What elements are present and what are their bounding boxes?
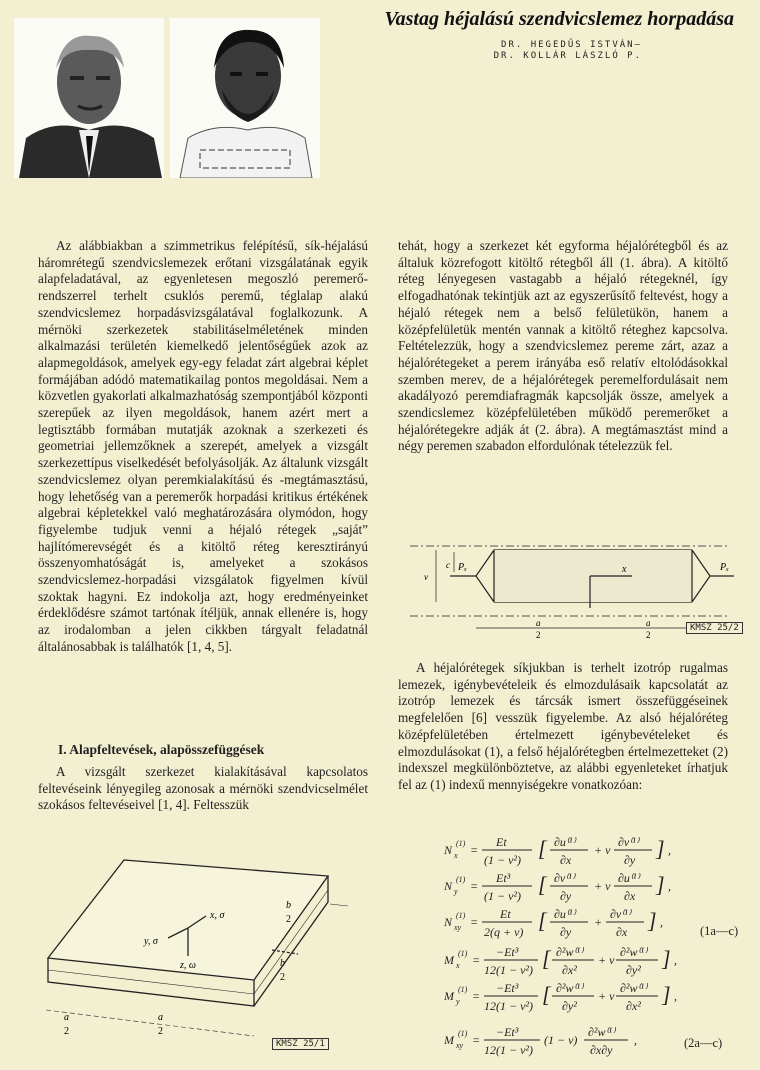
author-photo-1: [14, 18, 164, 178]
fig2-label-x: x: [622, 564, 627, 575]
svg-text:]: ]: [656, 836, 665, 861]
svg-text:M: M: [444, 953, 454, 967]
svg-text:∂x: ∂x: [616, 925, 628, 939]
svg-text:−Et³: −Et³: [496, 1025, 519, 1039]
svg-text:(1): (1): [458, 985, 468, 994]
fig1-label-z: z, ω: [180, 960, 196, 971]
svg-text:(1): (1): [456, 911, 466, 920]
svg-text:=: =: [470, 915, 479, 929]
svg-text:2(q + ν): 2(q + ν): [484, 925, 524, 939]
continuation-paragraph: tehát, hogy a szerkezet két egyforma héjalórétegből és az általuk közrefogott kitöltő rétegből áll (1. ábra). A kitöltő réteg lényegesen vastagabb a héjaló rétegeknél, így elfogadhatónak tekintjük azt az egyszerűsítő feltevést, hogy a héjaló rétegek nem a belső felületükön, hanem a középfelületük mentén vannak a kitöltő réteghez kapcsolva. Feltételezzük, hogy a szendvicslemez pereme zárt, azaz a héjalórétegeket a perem irányába eső relatív eltolódásokkal szemben merev, de a héjalórétegek peremelfordulásait nem akadályozó peremdiafragmák kapcsolják össze, amelyek a szendicslemez középfelületében működő peremerőket a héjalórétegekre adják át (2. ábra). A megtámasztást mind a négy peremen szabadon elfordulónak tételezzük fel.: [398, 238, 728, 454]
svg-text:y: y: [456, 997, 460, 1006]
svg-text:Et³: Et³: [496, 871, 511, 885]
fig2-label-a-den: 2: [536, 630, 541, 640]
svg-text:+: +: [594, 915, 603, 929]
svg-text:(1 − ν²): (1 − ν²): [484, 853, 522, 867]
fig1-label-a1: a: [64, 1012, 69, 1023]
svg-text:]: ]: [662, 946, 671, 971]
svg-text:xy: xy: [456, 1041, 464, 1050]
assumptions-paragraph: A vizsgált szerkezet kialakításával kapcsolatos feltevéseink lényegileg azonosak a mérnöki szendvicselmélet szokásos feltevéseivel [1, 4]. Feltesszük: [38, 764, 368, 813]
svg-text:∂x²: ∂x²: [626, 999, 641, 1013]
svg-text:[: [: [538, 836, 547, 861]
fig1-label-y: y, σ: [144, 936, 158, 947]
svg-text:[: [: [542, 982, 551, 1007]
svg-text:∂v⁽¹⁾: ∂v⁽¹⁾: [610, 907, 631, 921]
svg-text:(1 − ν²): (1 − ν²): [484, 889, 522, 903]
svg-text:y: y: [454, 887, 458, 896]
svg-text:12(1 − ν²): 12(1 − ν²): [484, 999, 534, 1013]
svg-text:+ ν: + ν: [594, 879, 611, 893]
svg-text:(1): (1): [456, 839, 466, 848]
svg-text:[: [: [538, 908, 547, 933]
svg-text:N: N: [444, 843, 453, 857]
svg-text:12(1 − ν²): 12(1 − ν²): [484, 1043, 534, 1057]
figure-2-tag: KMSZ 25/2: [686, 622, 743, 634]
column-left-continued: [38, 764, 368, 814]
svg-text:∂²w⁽¹⁾: ∂²w⁽¹⁾: [620, 981, 648, 995]
svg-text:12(1 − ν²): 12(1 − ν²): [484, 963, 534, 977]
svg-text:∂²w⁽¹⁾: ∂²w⁽¹⁾: [556, 981, 584, 995]
svg-text:,: ,: [634, 1033, 637, 1047]
svg-text:∂²w⁽¹⁾: ∂²w⁽¹⁾: [588, 1025, 616, 1039]
svg-text:∂y: ∂y: [624, 853, 636, 867]
svg-text:∂x: ∂x: [624, 889, 636, 903]
svg-text:[: [: [542, 946, 551, 971]
fig1-label-b2: b: [280, 958, 285, 969]
equation-number-1: (1a—c): [700, 924, 739, 938]
svg-text:=: =: [472, 1033, 481, 1047]
fig2-label-a2-den: 2: [646, 630, 651, 640]
svg-text:∂x²: ∂x²: [562, 963, 577, 977]
svg-text:x: x: [454, 851, 458, 860]
equation-mxy: [444, 1024, 684, 1068]
fig1-label-x: x, σ: [210, 910, 225, 921]
author-1: DR. HEGEDŰS ISTVÁN—: [501, 40, 642, 50]
svg-text:∂u⁽¹⁾: ∂u⁽¹⁾: [618, 871, 640, 885]
fig2-label-v: v: [424, 572, 428, 582]
svg-text:∂y: ∂y: [560, 889, 572, 903]
svg-text:−Et³: −Et³: [496, 981, 519, 995]
svg-text:∂²w⁽¹⁾: ∂²w⁽¹⁾: [556, 945, 584, 959]
svg-text:∂v⁽¹⁾: ∂v⁽¹⁾: [618, 835, 639, 849]
author-list: [494, 40, 642, 62]
svg-text:=: =: [472, 953, 481, 967]
svg-text:+ ν: + ν: [598, 953, 615, 967]
section-heading: I. Alapfeltevések, alapösszefüggések: [58, 742, 265, 757]
fig1-label-b1-den: 2: [286, 914, 291, 925]
svg-text:=: =: [470, 879, 479, 893]
svg-text:∂u⁽¹⁾: ∂u⁽¹⁾: [554, 907, 576, 921]
svg-text:(1): (1): [458, 949, 468, 958]
fig2-label-c: c: [446, 560, 450, 570]
svg-text:Et: Et: [496, 835, 507, 849]
svg-text:(1): (1): [456, 875, 466, 884]
svg-text:∂x∂y: ∂x∂y: [590, 1043, 613, 1057]
svg-text:(1 − ν): (1 − ν): [544, 1033, 578, 1047]
svg-text:]: ]: [648, 908, 657, 933]
fig1-label-b2-den: 2: [280, 972, 285, 983]
author-photo-2: [170, 18, 320, 178]
fig1-label-b1: b: [286, 900, 291, 911]
fig2-label-a2: a: [646, 618, 651, 628]
svg-text:,: ,: [668, 843, 671, 857]
svg-text:x: x: [456, 961, 460, 970]
svg-text:∂y: ∂y: [560, 925, 572, 939]
svg-text:∂y²: ∂y²: [626, 963, 641, 977]
svg-text:=: =: [472, 989, 481, 1003]
svg-text:,: ,: [674, 989, 677, 1003]
svg-text:M: M: [444, 1033, 454, 1047]
paper-title: Vastag héjalású szendvicslemez horpadása: [384, 8, 734, 30]
svg-text:∂x: ∂x: [560, 853, 572, 867]
svg-text:,: ,: [668, 879, 671, 893]
figure-1-tag: KMSZ 25/1: [272, 1038, 329, 1050]
svg-text:M: M: [444, 989, 454, 1003]
svg-text:,: ,: [660, 915, 663, 929]
intro-paragraph: Az alábbiakban a szimmetrikus felépítésű, sík-héjalású háromrétegű szendvicslemezek erőtani vizsgálatának egyik alapfeladatával, az egyenletesen megoszló peremerő-rendszerrel terhelt csuklós peremű, téglalap alakú szendvicslemez horpadásvizsgálatával foglalkozunk. A mérnöki szerkezetek stabilitáselméletének minden alkalmazási területén kiemelkedő jelentőségűek azok az alapmegoldások, amelyek egy-egy feladat zárt algebrai képlet formájában adódó matematikailag pontos megoldásai. Nem a közvetlen gyakorlati alkalmazhatóság szempontjából központi szerepűek az ilyen megoldások, hanem azért mert a legtisztább formában mutatják azoknak a szerkezeti és geometriai jellemzőknek a szerepét, amelyek a vizsgált szerkezettípus viselkedését befolyásolják. Az általunk vizsgált szendvicslemez olyan peremkialakítású és -megtámasztású, hogy lehetőség van a peremerők horpadási kritikus értékének algebrai képletekkel való meghatározására olymódon, hogy figyelembe tudjuk venni a héjaló rétegek „saját” hajlítómerevségét és a kitöltő réteg keresztirányú összenyomhatóságát is, amelyeket a szokásos szendvicslemez-horpadási vizsgálatok figyelmen kívül szoktak hagyni. Ez indokolja azt, hogy eredményeinket érdeklődésre számot tartónak ítéljük, annak ellenére is, hogy az irodalomban a jelen cikkben tárgyalt feladatnál általánosabbak is találhatók [1, 4, 5].: [38, 238, 368, 654]
fig2-label-px-right: Pₓ: [720, 562, 729, 573]
svg-text:∂v⁽¹⁾: ∂v⁽¹⁾: [554, 871, 575, 885]
svg-text:[: [: [538, 872, 547, 897]
svg-text:∂u⁽¹⁾: ∂u⁽¹⁾: [554, 835, 576, 849]
svg-text:Et: Et: [500, 907, 511, 921]
svg-text:+ ν: + ν: [594, 843, 611, 857]
column-right-continued: [398, 660, 728, 794]
svg-text:(1): (1): [458, 1029, 468, 1038]
fig2-label-a: a: [536, 618, 541, 628]
svg-text:xy: xy: [454, 923, 462, 932]
svg-text:]: ]: [662, 982, 671, 1007]
figure-1: [28, 846, 368, 1060]
svg-text:∂²w⁽¹⁾: ∂²w⁽¹⁾: [620, 945, 648, 959]
equations-intro-paragraph: A héjalórétegek síkjukban is terhelt izotróp rugalmas lemezek, igénybevételeik és elmozdulásaik kapcsolatát az izotróp lemezek és tárcsák ismert összefüggéseinek megfelelően [6] vesszük figyelembe. Az alsó héjalóréteg középfelületében értelmezett igénybevételeket és elmozdulásokat (1), a felső héjalórétegben értelmezetteket (2) indexszel megkülönböztetve, az alábbi egyenleteket írhatjuk fel az (1) indexű mennyiségekre vonatkozóan:: [398, 660, 728, 792]
fig2-label-px-left: Pₓ: [458, 562, 467, 573]
svg-text:+ ν: + ν: [598, 989, 615, 1003]
svg-text:∂y²: ∂y²: [562, 999, 577, 1013]
svg-text:N: N: [444, 879, 453, 893]
column-left: [38, 238, 368, 656]
svg-text:N: N: [444, 915, 453, 929]
svg-text:=: =: [470, 843, 479, 857]
svg-text:−Et³: −Et³: [496, 945, 519, 959]
column-right: [398, 238, 728, 455]
svg-text:]: ]: [656, 872, 665, 897]
svg-text:,: ,: [674, 953, 677, 967]
equation-number-2: (2a—c): [684, 1036, 723, 1050]
fig1-label-a2-den: 2: [158, 1026, 163, 1037]
author-2: DR. KOLLÁR LÁSZLÓ P.: [493, 51, 642, 61]
fig1-label-a2: a: [158, 1012, 163, 1023]
fig1-label-a1-den: 2: [64, 1026, 69, 1037]
equation-nx: [444, 832, 724, 1036]
